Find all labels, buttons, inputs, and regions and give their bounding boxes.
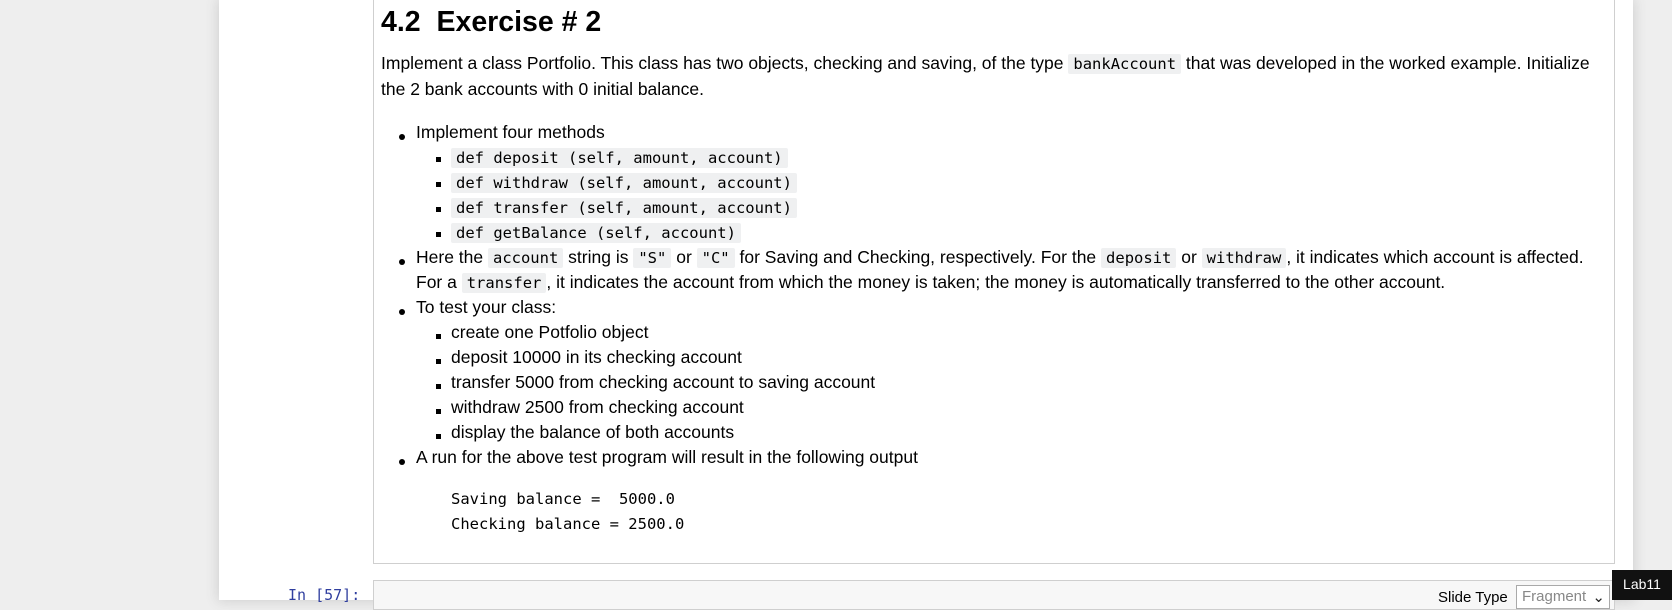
- output-line: Checking balance = 2500.0: [451, 515, 685, 533]
- square-bullet: [436, 409, 441, 414]
- inline-code: "S": [633, 248, 671, 268]
- chevron-down-icon: ⌄: [1592, 589, 1605, 606]
- inline-code: deposit: [1101, 248, 1176, 268]
- list-item: display the balance of both accounts: [451, 422, 735, 442]
- intro-text: that was developed in the worked example. Initialize the 2 bank accounts with 0 initial balance.: [381, 53, 1590, 99]
- square-bullet: [436, 182, 441, 187]
- code-cell[interactable]: [373, 580, 1615, 610]
- bullet: [399, 309, 405, 315]
- inline-code: transfer: [462, 273, 547, 293]
- text: string is: [563, 247, 634, 267]
- method-signature: def withdraw (self, amount, account): [451, 173, 797, 193]
- slide-type-value: Fragment: [1522, 588, 1587, 605]
- slide-type-select[interactable]: [1516, 585, 1610, 609]
- square-bullet: [436, 207, 441, 212]
- lab-badge: Lab11: [1612, 570, 1672, 600]
- text: for Saving and Checking, respectively. For the: [734, 247, 1102, 267]
- square-bullet: [436, 334, 441, 339]
- method-signature: def deposit (self, amount, account): [451, 148, 788, 168]
- list-item: deposit 10000 in its checking account: [451, 347, 742, 367]
- method-signature: def getBalance (self, account): [451, 223, 741, 243]
- text: Here the: [416, 247, 488, 267]
- list-item: [451, 145, 788, 171]
- list-item: create one Potfolio object: [451, 322, 649, 342]
- list-item-continued: [416, 270, 1445, 296]
- square-bullet: [436, 384, 441, 389]
- list-item: transfer 5000 from checking account to saving account: [451, 372, 876, 392]
- square-bullet: [436, 232, 441, 237]
- intro-paragraph: [381, 51, 1606, 102]
- square-bullet: [436, 359, 441, 364]
- list-item: A run for the above test program will result in the following output: [416, 447, 918, 467]
- list-item: [451, 195, 797, 221]
- square-bullet: [436, 434, 441, 439]
- inline-code: "C": [697, 248, 735, 268]
- inline-code: account: [488, 248, 563, 268]
- list-item: Implement four methods: [416, 122, 605, 142]
- inline-code: withdraw: [1202, 248, 1287, 268]
- method-signature: def transfer (self, amount, account): [451, 198, 797, 218]
- list-item: [416, 245, 1584, 271]
- text: For a: [416, 272, 462, 292]
- list-item: [451, 170, 797, 196]
- input-prompt: In [57]:: [288, 586, 361, 604]
- list-item: [451, 220, 741, 246]
- text: , it indicates which account is affected.: [1286, 247, 1584, 267]
- bullet: [399, 259, 405, 265]
- output-line: Saving balance = 5000.0: [451, 490, 675, 508]
- slide-type-label: Slide Type: [1438, 589, 1508, 606]
- inline-code: bankAccount: [1068, 54, 1181, 74]
- text: or: [671, 247, 697, 267]
- intro-text: Implement a class Portfolio. This class has two objects, checking and saving, of the type: [381, 53, 1069, 73]
- list-item: To test your class:: [416, 297, 557, 317]
- bullet: [399, 134, 405, 140]
- text: or: [1176, 247, 1202, 267]
- section-heading: 4.2 Exercise # 2: [381, 6, 602, 38]
- square-bullet: [436, 157, 441, 162]
- bullet: [399, 459, 405, 465]
- list-item: withdraw 2500 from checking account: [451, 397, 744, 417]
- text: , it indicates the account from which the money is taken; the money is automatically transferred to the other account.: [546, 272, 1446, 292]
